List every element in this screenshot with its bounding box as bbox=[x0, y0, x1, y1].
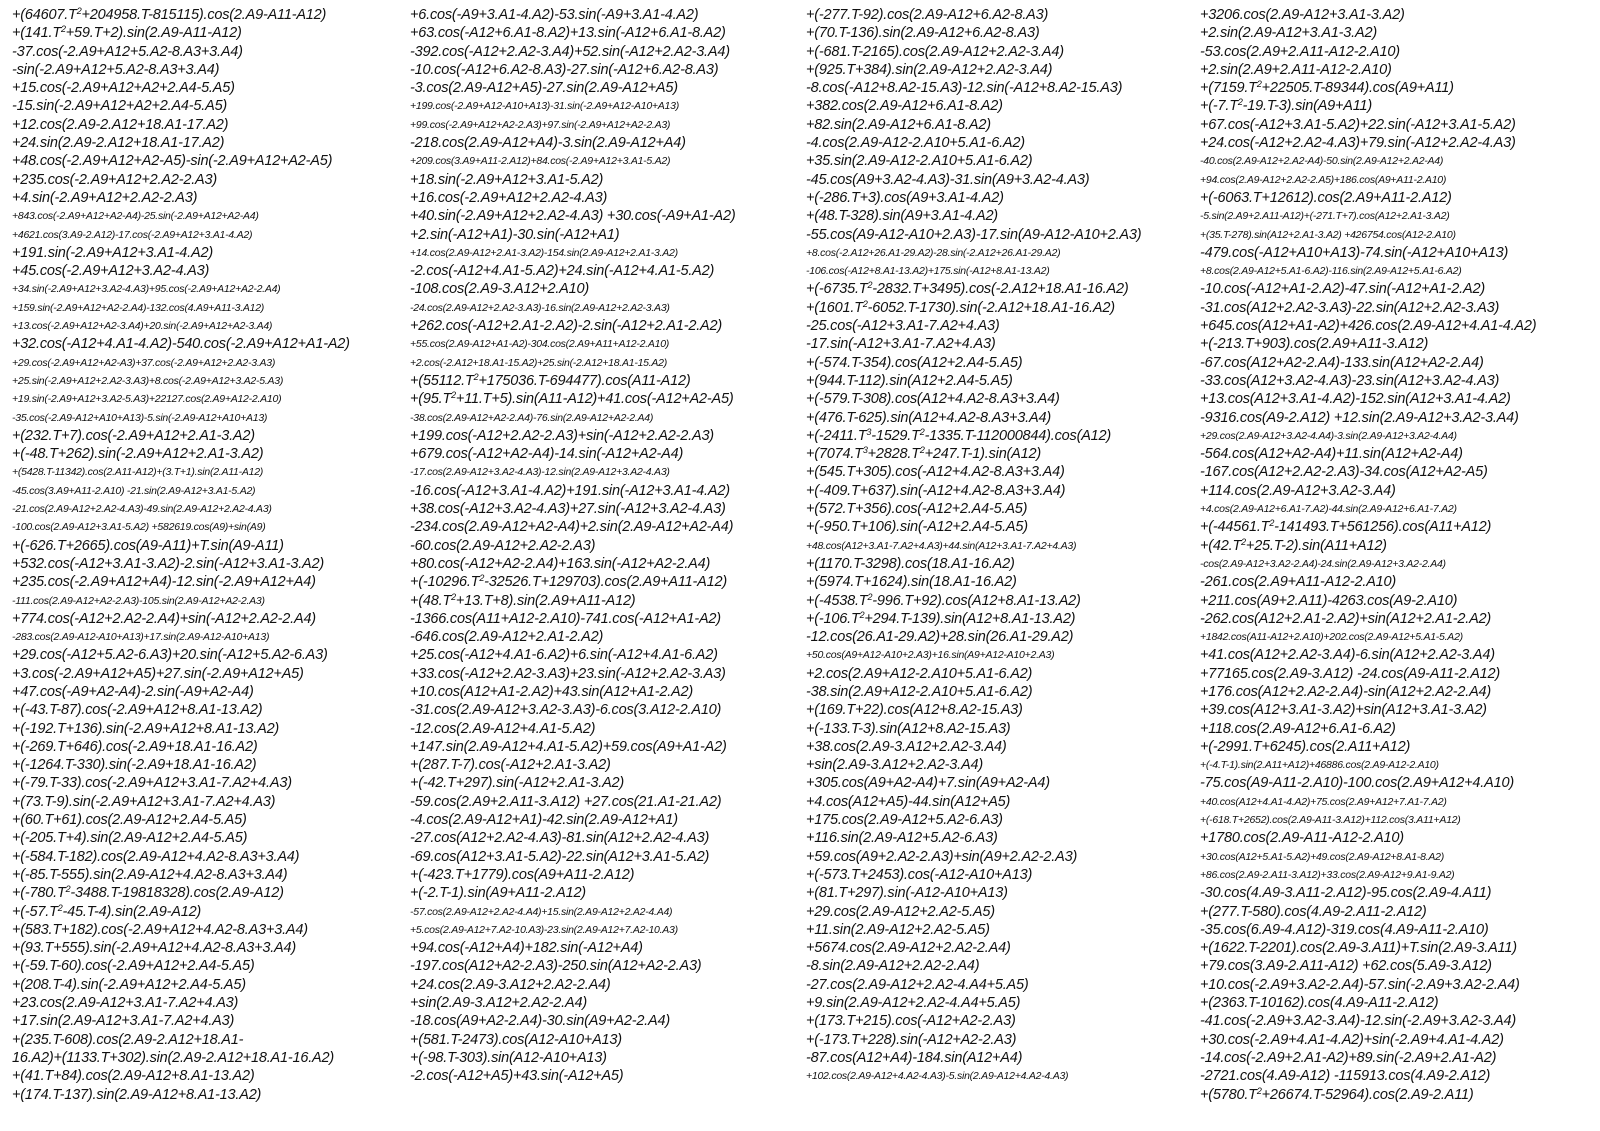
formula-line: +114.cos(2.A9-A12+3.A2-3.A4) bbox=[1200, 482, 1396, 499]
formula-line: +(1170.T-3298).cos(18.A1-16.A2) bbox=[806, 555, 1015, 572]
formula-line: +(-584.T-182).cos(2.A9-A12+4.A2-8.A3+3.A4) bbox=[12, 848, 300, 865]
formula-line: $+(95.T^2+11.T+5).\sin(A11-A12)+41.\cos(-A12+A2-A5)$ bbox=[410, 390, 734, 408]
formula-line: +4621.cos(3.A9-2.A12)-17.cos(-2.A9+A12+3.A1-4.A2) bbox=[12, 228, 253, 241]
formula-line: -167.cos(A12+2.A2-2.A3)-34.cos(A12+A2-A5) bbox=[1200, 464, 1488, 481]
formula-line: +86.cos(2.A9-2.A11-3.A12)+33.cos(2.A9-A12+9.A1-9.A2) bbox=[1200, 868, 1455, 881]
formula-line: +14.cos(2.A9-A12+2.A1-3.A2)-154.sin(2.A9-A12+2.A1-3.A2) bbox=[410, 246, 678, 259]
formula-line: $+(-10296.T^2-32526.T+129703).\cos(2.A9+A11-A12)$ bbox=[410, 573, 727, 591]
formula-line: +(73.T-9).sin(-2.A9+A12+3.A1-7.A2+4.A3) bbox=[12, 793, 276, 810]
formula-line: +sin(2.A9-3.A12+2.A2-2.A4) bbox=[410, 995, 587, 1012]
formula-line: +235.cos(-2.A9+A12+A4)-12.sin(-2.A9+A12+A4) bbox=[12, 574, 316, 591]
formula-line: +38.cos(-A12+3.A2-4.A3)+27.sin(-A12+3.A2-4.A3) bbox=[410, 501, 726, 518]
formula-line: +(93.T+555).sin(-2.A9+A12+4.A2-8.A3+3.A4) bbox=[12, 940, 296, 957]
formula-line: +9.sin(2.A9-A12+2.A2-4.A4+5.A5) bbox=[806, 995, 1021, 1012]
formula-line: +191.sin(-2.A9+A12+3.A1-4.A2) bbox=[12, 244, 213, 261]
formula-line: $+(55112.T^2+175036.T-694477).\cos(A11-A12)$ bbox=[410, 372, 691, 389]
formula-line: +40.sin(-2.A9+A12+2.A2-4.A3) +30.cos(-A9+A1-A2) bbox=[410, 208, 736, 225]
formula-line: +29.cos(-A12+5.A2-6.A3)+20.sin(-A12+5.A2-6.A3) bbox=[12, 647, 328, 664]
formula-line: +24.cos(-A12+2.A2-4.A3)+79.sin(-A12+2.A2-4.A3) bbox=[1200, 135, 1516, 152]
formula-line: $+(48.T^2+13.T+8).\sin(2.A9+A11-A12)$ bbox=[410, 591, 636, 609]
formula-line: +48.cos(A12+3.A1-7.A2+4.A3)+44.sin(A12+3.A1-7.A2+4.A3) bbox=[806, 539, 1077, 552]
formula-line: +16.cos(-2.A9+A12+2.A2-4.A3) bbox=[410, 189, 608, 206]
formula-line: +10.cos(A12+A1-2.A2)+43.sin(A12+A1-2.A2) bbox=[410, 683, 693, 700]
formula-line: -12.cos(2.A9-A12+4.A1-5.A2) bbox=[410, 720, 596, 737]
formula-line: +40.cos(A12+4.A1-4.A2)+75.cos(2.A9+A12+7.A1-7.A2) bbox=[1200, 795, 1447, 808]
formula-line: +(-950.T+106).sin(-A12+2.A4-5.A5) bbox=[806, 519, 1028, 536]
formula-line: +10.cos(-2.A9+3.A2-2.A4)-57.sin(-2.A9+3.A2-2.A4) bbox=[1200, 976, 1520, 993]
formula-line: -108.cos(2.A9-3.A12+2.A10) bbox=[410, 281, 589, 298]
formula-line: +(5974.T+1624).sin(18.A1-16.A2) bbox=[806, 574, 1017, 591]
formula-line: +147.sin(2.A9-A12+4.A1-5.A2)+59.cos(A9+A1-A2) bbox=[410, 738, 727, 755]
formula-line: +(581.T-2473).cos(A12-A10+A13) bbox=[410, 1031, 622, 1048]
formula-line: -479.cos(-A12+A10+A13)-74.sin(-A12+A10+A13) bbox=[1200, 244, 1509, 261]
formula-line: +116.sin(2.A9-A12+5.A2-6.A3) bbox=[806, 830, 998, 847]
formula-line: +29.cos(2.A9-A12+2.A2-5.A5) bbox=[806, 903, 995, 920]
formula-line: -cos(2.A9-A12+3.A2-2.A4)-24.sin(2.A9-A12+3.A2-2.A4) bbox=[1200, 557, 1446, 570]
formula-line: +(-574.T-354).cos(A12+2.A4-5.A5) bbox=[806, 354, 1023, 371]
formula-line: -16.cos(-A12+3.A1-4.A2)+191.sin(-A12+3.A1-4.A2) bbox=[410, 482, 730, 499]
formula-line: +82.sin(2.A9-A12+6.A1-8.A2) bbox=[806, 116, 991, 133]
formula-line: +102.cos(2.A9-A12+4.A2-4.A3)-5.sin(2.A9-A12+4.A2-4.A3) bbox=[806, 1070, 1069, 1083]
formula-line: +(169.T+22).cos(A12+8.A2-15.A3) bbox=[806, 702, 1023, 719]
formula-line: +25.sin(-2.A9+A12+2.A2-3.A3)+8.cos(-2.A9+A12+3.A2-5.A3) bbox=[12, 374, 284, 387]
formula-line: +176.cos(A12+2.A2-2.A4)-sin(A12+2.A2-2.A4) bbox=[1200, 683, 1492, 700]
formula-line: -45.cos(A9+3.A2-4.A3)-31.sin(A9+3.A2-4.A3) bbox=[806, 171, 1090, 188]
formula-line: +77165.cos(2.A9-3.A12) -24.cos(A9-A11-2.A12) bbox=[1200, 665, 1501, 682]
formula-line: +(-4.T-1).sin(2.A11+A12)+46886.cos(2.A9-A12-2.A10) bbox=[1200, 759, 1439, 772]
formula-line: +39.cos(A12+3.A1-3.A2)+sin(A12+3.A1-3.A2) bbox=[1200, 702, 1487, 719]
formula-line: -60.cos(2.A9-A12+2.A2-2.A3) bbox=[410, 537, 596, 554]
formula-line: -55.cos(A9-A12-A10+2.A3)-17.sin(A9-A12-A10+2.A3) bbox=[806, 226, 1142, 243]
formula-line: +(-409.T+637).sin(-A12+4.A2-8.A3+3.A4) bbox=[806, 482, 1066, 499]
formula-line: +(-579.T-308).cos(A12+4.A2-8.A3+3.A4) bbox=[806, 391, 1060, 408]
formula-line: -45.cos(3.A9+A11-2.A10) -21.sin(2.A9-A12+3.A1-5.A2) bbox=[12, 484, 256, 497]
formula-line: +774.cos(-A12+2.A2-2.A4)+sin(-A12+2.A2-2.A4) bbox=[12, 610, 316, 627]
formula-line: +30.cos(-2.A9+4.A1-4.A2)+sin(-2.A9+4.A1-4.A2) bbox=[1200, 1031, 1504, 1048]
formula-line: +33.cos(-A12+2.A2-3.A3)+23.sin(-A12+2.A2-3.A3) bbox=[410, 665, 726, 682]
formula-line: +4.cos(A12+A5)-44.sin(A12+A5) bbox=[806, 793, 1011, 810]
formula-line: +(1622.T-2201).cos(2.A9-3.A11)+T.sin(2.A9-3.A11) bbox=[1200, 940, 1517, 957]
formula-line: +6.cos(-A9+3.A1-4.A2)-53.sin(-A9+3.A1-4.A2) bbox=[410, 7, 699, 23]
formula-line: +(-681.T-2165).cos(2.A9-A12+2.A2-3.A4) bbox=[806, 43, 1064, 60]
formula-line: +35.sin(2.A9-A12-2.A10+5.A1-6.A2) bbox=[806, 153, 1033, 170]
formula-line: -21.cos(2.A9-A12+2.A2-4.A3)-49.sin(2.A9-A12+2.A2-4.A3) bbox=[12, 503, 272, 516]
formula-line: +(-626.T+2665).cos(A9-A11)+T.sin(A9-A11) bbox=[12, 537, 284, 554]
formula-line: $+(-4538.T^2-996.T+92).\cos(A12+8.A1-13.A2)$ bbox=[806, 591, 1081, 609]
formula-line: +8.cos(2.A9-A12+5.A1-6.A2)-116.sin(2.A9-A12+5.A1-6.A2) bbox=[1200, 265, 1462, 278]
formula-line: -261.cos(2.A9+A11-A12-2.A10) bbox=[1200, 574, 1397, 591]
formula-line: +645.cos(A12+A1-A2)+426.cos(2.A9-A12+4.A1-4.A2) bbox=[1200, 318, 1537, 335]
formula-line: -27.cos(2.A9-A12+2.A2-4.A4+5.A5) bbox=[806, 976, 1029, 993]
formula-line: +532.cos(-A12+3.A1-3.A2)-2.sin(-A12+3.A1-3.A2) bbox=[12, 555, 324, 572]
formula-line: -3.cos(2.A9-A12+A5)-27.sin(2.A9-A12+A5) bbox=[410, 80, 678, 97]
formula-line: $+(-2411.T^3-1529.T^2-1335.T-112000844).\cos(A12)$ bbox=[806, 426, 1112, 444]
formula-line: -sin(-2.A9+A12+5.A2-8.A3+3.A4) bbox=[12, 61, 220, 78]
formula-column-4 bbox=[1200, 6, 1592, 1104]
formula-line: +2.sin(-A12+A1)-30.sin(-A12+A1) bbox=[410, 226, 620, 243]
formula-line: -1366.cos(A11+A12-2.A10)-741.cos(-A12+A1-A2) bbox=[410, 610, 721, 627]
formula-line: +(-213.T+903).cos(2.A9+A11-3.A12) bbox=[1200, 336, 1429, 353]
formula-line: +(277.T-580).cos(4.A9-2.A11-2.A12) bbox=[1200, 903, 1427, 920]
formula-line: +(-423.T+1779).cos(A9+A11-2.A12) bbox=[410, 866, 635, 883]
formula-line: +94.cos(2.A9-A12+2.A2-2.A5)+186.cos(A9+A11-2.A10) bbox=[1200, 173, 1447, 186]
formula-line: $+(64607.T^2+204958.T-815115).\cos(2.A9-A11-A12)$ bbox=[12, 6, 327, 23]
formula-line: -41.cos(-2.A9+3.A2-3.A4)-12.sin(-2.A9+3.A2-3.A4) bbox=[1200, 1013, 1517, 1030]
formula-line: -392.cos(-A12+2.A2-3.A4)+52.sin(-A12+2.A2-3.A4) bbox=[410, 43, 730, 60]
formula-line: +17.sin(2.A9-A12+3.A1-7.A2+4.A3) bbox=[12, 1013, 235, 1030]
formula-line: -8.sin(2.A9-A12+2.A2-2.A4) bbox=[806, 958, 980, 975]
formula-line: +(-173.T+228).sin(-A12+A2-2.A3) bbox=[806, 1031, 1017, 1048]
formula-line: -10.cos(-A12+A1-2.A2)-47.sin(-A12+A1-2.A2) bbox=[1200, 281, 1485, 298]
formula-line: +5674.cos(2.A9-A12+2.A2-2.A4) bbox=[806, 940, 1011, 957]
formula-line: -53.cos(2.A9+2.A11-A12-2.A10) bbox=[1200, 43, 1400, 60]
formula-line: -8.cos(-A12+8.A2-15.A3)-12.sin(-A12+8.A2-15.A3) bbox=[806, 80, 1123, 97]
formula-column-1 bbox=[12, 6, 404, 1104]
formula-line: +2.sin(2.A9-A12+3.A1-3.A2) bbox=[1200, 25, 1377, 42]
formula-line: +41.cos(A12+2.A2-3.A4)-6.sin(A12+2.A2-3.A4) bbox=[1200, 647, 1495, 664]
formula-line: +47.cos(-A9+A2-A4)-2.sin(-A9+A2-A4) bbox=[12, 683, 254, 700]
formula-line: +(235.T-608).cos(2.A9-2.A12+18.A1- bbox=[12, 1031, 244, 1048]
formula-line: +(-192.T+136).sin(-2.A9+A12+8.A1-13.A2) bbox=[12, 720, 280, 737]
formula-line: +(81.T+297).sin(-A12-A10+A13) bbox=[806, 885, 1008, 902]
formula-line: +(-42.T+297).sin(-A12+2.A1-3.A2) bbox=[410, 775, 625, 792]
formula-line: +11.sin(2.A9-A12+2.A2-5.A5) bbox=[806, 921, 990, 938]
formula-line: +(-277.T-92).cos(2.A9-A12+6.A2-8.A3) bbox=[806, 7, 1049, 23]
formula-line: +159.sin(-2.A9+A12+A2-2.A4)-132.cos(4.A9+A11-3.A12) bbox=[12, 301, 265, 314]
formula-line: $+(5780.T^2+26674.T-52964).\cos(2.A9-2.A11)$ bbox=[1200, 1085, 1474, 1103]
formula-line: +4.cos(2.A9-A12+6.A1-7.A2)-44.sin(2.A9-A12+6.A1-7.A2) bbox=[1200, 503, 1457, 516]
formula-line: -9316.cos(A9-2.A12) +12.sin(2.A9-A12+3.A2-3.A4) bbox=[1200, 409, 1519, 426]
formula-line: +(-85.T-555).sin(2.A9-A12+4.A2-8.A3+3.A4) bbox=[12, 866, 288, 883]
formula-line: +(545.T+305).cos(-A12+4.A2-8.A3+3.A4) bbox=[806, 464, 1065, 481]
formula-line: +(-133.T-3).sin(A12+8.A2-15.A3) bbox=[806, 720, 1011, 737]
formula-line: +18.sin(-2.A9+A12+3.A1-5.A2) bbox=[410, 171, 604, 188]
formula-line: 16.A2)+(1133.T+302).sin(2.A9-2.A12+18.A1-16.A2) bbox=[12, 1049, 335, 1066]
formula-line: +3.cos(-2.A9+A12+A5)+27.sin(-2.A9+A12+A5) bbox=[12, 665, 304, 682]
formula-line: +(476.T-625).sin(A12+4.A2-8.A3+3.A4) bbox=[806, 409, 1051, 426]
formula-line: $+(-6735.T^2-2832.T+3495).\cos(-2.A12+18.A1-16.A2)$ bbox=[806, 280, 1129, 298]
formula-line: +29.cos(2.A9-A12+3.A2-4.A4)-3.sin(2.A9-A12+3.A2-4.A4) bbox=[1200, 429, 1457, 442]
formula-line: +118.cos(2.A9-A12+6.A1-6.A2) bbox=[1200, 720, 1396, 737]
formula-line: -18.cos(A9+A2-2.A4)-30.sin(A9+A2-2.A4) bbox=[410, 1013, 670, 1030]
formula-line: -2721.cos(4.A9-A12) -115913.cos(4.A9-2.A12) bbox=[1200, 1068, 1491, 1085]
formula-line: +8.cos(-2.A12+26.A1-29.A2)-28.sin(-2.A12+26.A1-29.A2) bbox=[806, 246, 1061, 259]
formula-line: -37.cos(-2.A9+A12+5.A2-8.A3+3.A4) bbox=[12, 43, 243, 60]
formula-line: +(-286.T+3).cos(A9+3.A1-4.A2) bbox=[806, 189, 1004, 206]
formula-line: -17.cos(2.A9-A12+3.A2-4.A3)-12.sin(2.A9-A12+3.A2-4.A3) bbox=[410, 466, 670, 479]
formula-line: +262.cos(-A12+2.A1-2.A2)-2.sin(-A12+2.A1-2.A2) bbox=[410, 318, 722, 335]
formula-line: -57.cos(2.A9-A12+2.A2-4.A4)+15.sin(2.A9-A12+2.A2-4.A4) bbox=[410, 905, 673, 918]
formula-line: +(-98.T-303).sin(A12-A10+A13) bbox=[410, 1049, 607, 1066]
formula-line: -40.cos(2.A9-A12+2.A2-A4)-50.sin(2.A9-A12+2.A2-A4) bbox=[1200, 155, 1444, 168]
formula-line: +(208.T-4).sin(-2.A9+A12+2.A4-5.A5) bbox=[12, 976, 246, 993]
formula-line: +2.sin(2.A9+2.A11-A12-2.A10) bbox=[1200, 61, 1392, 78]
formula-line: -12.cos(26.A1-29.A2)+28.sin(26.A1-29.A2) bbox=[806, 629, 1074, 646]
formula-line: +48.cos(-2.A9+A12+A2-A5)-sin(-2.A9+A12+A2-A5) bbox=[12, 153, 333, 170]
formula-line: +(41.T+84).cos(2.A9-A12+8.A1-13.A2) bbox=[12, 1068, 255, 1085]
formula-line: -5.sin(2.A9+2.A11-A12)+(-271.T+7).cos(A12+2.A1-3.A2) bbox=[1200, 210, 1450, 223]
formula-line: +32.cos(-A12+4.A1-4.A2)-540.cos(-2.A9+A12+A1-A2) bbox=[12, 336, 350, 353]
formula-line: -59.cos(2.A9+2.A11-3.A12) +27.cos(21.A1-21.A2) bbox=[410, 793, 722, 810]
formula-line: -197.cos(A12+A2-2.A3)-250.sin(A12+A2-2.A3) bbox=[410, 958, 702, 975]
formula-line: +50.cos(A9+A12-A10+2.A3)+16.sin(A9+A12-A10+2.A3) bbox=[806, 649, 1055, 662]
formula-line: +199.cos(-2.A9+A12-A10+A13)-31.sin(-2.A9+A12-A10+A13) bbox=[410, 100, 679, 113]
formula-line: -75.cos(A9-A11-2.A10)-100.cos(2.A9+A12+4.A10) bbox=[1200, 775, 1514, 792]
formula-column-3 bbox=[806, 6, 1198, 1086]
formula-line: +(174.T-137).sin(2.A9-A12+8.A1-13.A2) bbox=[12, 1086, 262, 1103]
formula-line: $+(42.T^2+25.T-2).\sin(A11+A12)$ bbox=[1200, 536, 1387, 554]
formula-line: +(-573.T+2453).cos(-A12-A10+A13) bbox=[806, 866, 1033, 883]
formula-line: +67.cos(-A12+3.A1-5.A2)+22.sin(-A12+3.A1-5.A2) bbox=[1200, 116, 1516, 133]
formula-line: +38.cos(2.A9-3.A12+2.A2-3.A4) bbox=[806, 738, 1007, 755]
formula-line: +209.cos(3.A9+A11-2.A12)+84.cos(-2.A9+A12+3.A1-5.A2) bbox=[410, 155, 671, 168]
formula-line: +12.cos(2.A9-2.A12+18.A1-17.A2) bbox=[12, 116, 229, 133]
formula-line: -17.sin(-A12+3.A1-7.A2+4.A3) bbox=[806, 336, 996, 353]
formula-line: +63.cos(-A12+6.A1-8.A2)+13.sin(-A12+6.A1-8.A2) bbox=[410, 25, 726, 42]
formula-line: -35.cos(6.A9-4.A12)-319.cos(4.A9-A11-2.A10) bbox=[1200, 921, 1489, 938]
formula-line: +24.cos(2.A9-3.A12+2.A2-2.A4) bbox=[410, 976, 611, 993]
formula-line: -2.cos(-A12+A5)+43.sin(-A12+A5) bbox=[410, 1068, 624, 1085]
formula-line: +5.cos(2.A9-A12+7.A2-10.A3)-23.sin(2.A9-A12+7.A2-10.A3) bbox=[410, 923, 678, 936]
formula-line: +25.cos(-A12+4.A1-6.A2)+6.sin(-A12+4.A1-6.A2) bbox=[410, 647, 718, 664]
formula-line: +1842.cos(A11-A12+2.A10)+202.cos(2.A9-A12+5.A1-5.A2) bbox=[1200, 631, 1463, 644]
formula-line: -31.cos(2.A9-A12+3.A2-3.A3)-6.cos(3.A12-2.A10) bbox=[410, 702, 722, 719]
formula-line: +13.cos(A12+3.A1-4.A2)-152.sin(A12+3.A1-4.A2) bbox=[1200, 391, 1511, 408]
formula-line: +(287.T-7).cos(-A12+2.A1-3.A2) bbox=[410, 757, 611, 774]
formula-line: +(-6063.T+12612).cos(2.A9+A11-2.A12) bbox=[1200, 189, 1452, 206]
formula-line: +(944.T-112).sin(A12+2.A4-5.A5) bbox=[806, 372, 1013, 389]
formula-line: -38.cos(2.A9-A12+A2-2.A4)-76.sin(2.A9-A12+A2-2.A4) bbox=[410, 411, 654, 424]
formula-line: -25.cos(-A12+3.A1-7.A2+4.A3) bbox=[806, 318, 1000, 335]
formula-line: -31.cos(A12+2.A2-3.A3)-22.sin(A12+2.A2-3.A3) bbox=[1200, 299, 1500, 316]
formula-line: +211.cos(A9+2.A11)-4263.cos(A9-2.A10) bbox=[1200, 592, 1458, 609]
formula-line: +23.cos(2.A9-A12+3.A1-7.A2+4.A3) bbox=[12, 995, 239, 1012]
formula-line: -4.cos(2.A9-A12-2.A10+5.A1-6.A2) bbox=[806, 135, 1025, 152]
formula-line: +(5428.T-11342).cos(2.A11-A12)+(3.T+1).sin(2.A11-A12) bbox=[12, 466, 264, 479]
formula-line: $+(-7.T^2-19.T-3).\sin(A9+A11)$ bbox=[1200, 97, 1373, 115]
formula-line: -69.cos(A12+3.A1-5.A2)-22.sin(A12+3.A1-5.A2) bbox=[410, 848, 710, 865]
formula-line: -38.sin(2.A9+A12-2.A10+5.A1-6.A2) bbox=[806, 683, 1033, 700]
formula-line: +199.cos(-A12+2.A2-2.A3)+sin(-A12+2.A2-2.A3) bbox=[410, 427, 714, 444]
formula-line: +80.cos(-A12+A2-2.A4)+163.sin(-A12+A2-2.A4) bbox=[410, 555, 711, 572]
formula-line: -10.cos(-A12+6.A2-8.A3)-27.sin(-A12+6.A2-8.A3) bbox=[410, 61, 719, 78]
formula-line: -67.cos(A12+A2-2.A4)-133.sin(A12+A2-2.A4) bbox=[1200, 354, 1484, 371]
formula-line: +94.cos(-A12+A4)+182.sin(-A12+A4) bbox=[410, 940, 643, 957]
formula-line: +679.cos(-A12+A2-A4)-14.sin(-A12+A2-A4) bbox=[410, 446, 684, 463]
formula-line: +79.cos(3.A9-2.A11-A12) +62.cos(5.A9-3.A12) bbox=[1200, 958, 1492, 975]
formula-line: +4.sin(-2.A9+A12+2.A2-2.A3) bbox=[12, 189, 198, 206]
formula-line: +(583.T+182).cos(-2.A9+A12+4.A2-8.A3+3.A4) bbox=[12, 921, 308, 938]
formula-line: -646.cos(2.A9-A12+2.A1-2.A2) bbox=[410, 629, 604, 646]
formula-line: +(-618.T+2652).cos(2.A9-A11-3.A12)+112.cos(3.A11+A12) bbox=[1200, 814, 1461, 827]
formula-line: -30.cos(4.A9-3.A11-2.A12)-95.cos(2.A9-4.A11) bbox=[1200, 885, 1492, 902]
formula-line: -234.cos(2.A9-A12+A2-A4)+2.sin(2.A9-A12+A2-A4) bbox=[410, 519, 734, 536]
formula-line: +(173.T+215).cos(-A12+A2-2.A3) bbox=[806, 1013, 1016, 1030]
formula-line: +(-43.T-87).cos(-2.A9+A12+8.A1-13.A2) bbox=[12, 702, 263, 719]
formula-line: +(-79.T-33).cos(-2.A9+A12+3.A1-7.A2+4.A3) bbox=[12, 775, 292, 792]
formula-line: -24.cos(2.A9-A12+2.A2-3.A3)-16.sin(2.A9-A12+2.A2-3.A3) bbox=[410, 301, 670, 314]
formula-line: $+(141.T^2+59.T+2).\sin(2.A9-A11-A12)$ bbox=[12, 24, 242, 42]
formula-line: -33.cos(A12+3.A2-4.A3)-23.sin(A12+3.A2-4.A3) bbox=[1200, 372, 1500, 389]
formula-line: +(-205.T+4).sin(2.A9-A12+2.A4-5.A5) bbox=[12, 830, 248, 847]
formula-line: -283.cos(2.A9-A12-A10+A13)+17.sin(2.A9-A12-A10+A13) bbox=[12, 631, 270, 644]
formula-line: +3206.cos(2.A9-A12+3.A1-3.A2) bbox=[1200, 7, 1405, 23]
formula-line: +sin(2.A9-3.A12+2.A2-3.A4) bbox=[806, 757, 983, 774]
formula-line: -15.sin(-2.A9+A12+A2+2.A4-5.A5) bbox=[12, 98, 228, 115]
formula-line: +15.cos(-2.A9+A12+A2+2.A4-5.A5) bbox=[12, 80, 235, 97]
formula-line: +(572.T+356).cos(-A12+2.A4-5.A5) bbox=[806, 501, 1028, 518]
formula-line: -111.cos(2.A9-A12+A2-2.A3)-105.sin(2.A9-A12+A2-2.A3) bbox=[12, 594, 265, 607]
formula-line: -14.cos(-2.A9+2.A1-A2)+89.sin(-2.A9+2.A1-A2) bbox=[1200, 1049, 1497, 1066]
formula-line: +24.sin(2.A9-2.A12+18.A1-17.A2) bbox=[12, 135, 225, 152]
formula-line: +175.cos(2.A9-A12+5.A2-6.A3) bbox=[806, 812, 1003, 829]
formula-line: +(925.T+384).sin(2.A9-A12+2.A2-3.A4) bbox=[806, 61, 1053, 78]
formula-line: +55.cos(2.A9-A12+A1-A2)-304.cos(2.A9+A11+A12-2.A10) bbox=[410, 338, 670, 351]
formula-line: +19.sin(-2.A9+A12+3.A2-5.A3)+22127.cos(2.A9+A12-2.A10) bbox=[12, 393, 282, 406]
formula-line: -4.cos(2.A9-A12+A1)-42.sin(2.A9-A12+A1) bbox=[410, 812, 678, 829]
formula-line: +2.cos(2.A9+A12-2.A10+5.A1-6.A2) bbox=[806, 665, 1033, 682]
formula-line: +(-2991.T+6245).cos(2.A11+A12) bbox=[1200, 738, 1411, 755]
formula-line: $+(-57.T^2-45.T-4).\sin(2.A9-A12)$ bbox=[12, 902, 202, 920]
formula-line: +305.cos(A9+A2-A4)+7.sin(A9+A2-A4) bbox=[806, 775, 1050, 792]
formula-line: +(232.T+7).cos(-2.A9+A12+2.A1-3.A2) bbox=[12, 427, 255, 444]
formula-line: -564.cos(A12+A2-A4)+11.sin(A12+A2-A4) bbox=[1200, 446, 1463, 463]
formula-line: +(-269.T+646).cos(-2.A9+18.A1-16.A2) bbox=[12, 738, 258, 755]
formula-line: -2.cos(-A12+4.A1-5.A2)+24.sin(-A12+4.A1-5.A2) bbox=[410, 263, 715, 280]
formula-line: +13.cos(-2.A9+A12+A2-3.A4)+20.sin(-2.A9+A12+A2-3.A4) bbox=[12, 320, 273, 333]
formula-line: +59.cos(A9+2.A2-2.A3)+sin(A9+2.A2-2.A3) bbox=[806, 848, 1078, 865]
formula-line: -27.cos(A12+2.A2-4.A3)-81.sin(A12+2.A2-4.A3) bbox=[410, 830, 710, 847]
formula-line: +29.cos(-2.A9+A12+A2-A3)+37.cos(-2.A9+A12+2.A2-3.A3) bbox=[12, 356, 276, 369]
formula-line: +(-2.T-1).sin(A9+A11-2.A12) bbox=[410, 885, 586, 902]
formula-line: -100.cos(2.A9-A12+3.A1-5.A2) +582619.cos(A9)+sin(A9) bbox=[12, 521, 266, 534]
formula-line: +(2363.T-10162).cos(4.A9-A11-2.A12) bbox=[1200, 995, 1439, 1012]
formula-line: +382.cos(2.A9-A12+6.A1-8.A2) bbox=[806, 98, 1003, 115]
formula-line: +(35.T-278).sin(A12+2.A1-3.A2) +426754.cos(A12-2.A10) bbox=[1200, 228, 1456, 241]
formula-line: +2.cos(-2.A12+18.A1-15.A2)+25.sin(-2.A12+18.A1-15.A2) bbox=[410, 356, 668, 369]
formula-line: -35.cos(-2.A9-A12+A10+A13)-5.sin(-2.A9-A12+A10+A13) bbox=[12, 411, 268, 424]
formula-line: -87.cos(A12+A4)-184.sin(A12+A4) bbox=[806, 1049, 1023, 1066]
formula-line: $+(-780.T^2-3488.T-19818328).\cos(2.A9-A12)$ bbox=[12, 884, 284, 902]
formula-line: +(-48.T+262).sin(-2.A9+A12+2.A1-3.A2) bbox=[12, 446, 264, 463]
formula-line: $+(7074.T^3+2828.T^2+247.T-1).\sin(A12)$ bbox=[806, 445, 1042, 463]
formula-line: +(70.T-136).sin(2.A9-A12+6.A2-8.A3) bbox=[806, 25, 1040, 42]
formula-line: +(-1264.T-330).sin(-2.A9+18.A1-16.A2) bbox=[12, 757, 257, 774]
formula-line: $+(-106.T^2+294.T-139).\sin(A12+8.A1-13.A2)$ bbox=[806, 609, 1076, 627]
formula-line: $+(-44561.T^2-141493.T+561256).\cos(A11+A12)$ bbox=[1200, 518, 1492, 536]
formula-line: +235.cos(-2.A9+A12+2.A2-2.A3) bbox=[12, 171, 217, 188]
formula-column-2 bbox=[410, 6, 802, 1086]
formula-line: +(48.T-328).sin(A9+3.A1-4.A2) bbox=[806, 208, 998, 225]
formula-line: -262.cos(A12+2.A1-2.A2)+sin(A12+2.A1-2.A2) bbox=[1200, 610, 1492, 627]
formula-line: +843.cos(-2.A9+A12+A2-A4)-25.sin(-2.A9+A12+A2-A4) bbox=[12, 210, 259, 223]
formula-line: -218.cos(2.A9-A12+A4)-3.sin(2.A9-A12+A4) bbox=[410, 135, 686, 152]
formula-line: +(60.T+61).cos(2.A9-A12+2.A4-5.A5) bbox=[12, 812, 247, 829]
formula-line: +30.cos(A12+5.A1-5.A2)+49.cos(2.A9-A12+8.A1-8.A2) bbox=[1200, 850, 1444, 863]
formula-line: -106.cos(-A12+8.A1-13.A2)+175.sin(-A12+8.A1-13.A2) bbox=[806, 265, 1050, 278]
formula-line: +99.cos(-2.A9+A12+A2-2.A3)+97.sin(-2.A9+A12+A2-2.A3) bbox=[410, 118, 671, 131]
formula-line: +45.cos(-2.A9+A12+3.A2-4.A3) bbox=[12, 263, 210, 280]
formula-line: +34.sin(-2.A9+A12+3.A2-4.A3)+95.cos(-2.A9+A12+A2-2.A4) bbox=[12, 283, 281, 296]
formula-line: +(-59.T-60).cos(-2.A9+A12+2.A4-5.A5) bbox=[12, 958, 255, 975]
formula-line: +1780.cos(2.A9-A11-A12-2.A10) bbox=[1200, 830, 1404, 847]
formula-line: $+(1601.T^2-6052.T-1730).\sin(-2.A12+18.A1-16.A2)$ bbox=[806, 298, 1115, 316]
formula-line: $+(7159.T^2+22505.T-89344).\cos(A9+A11)$ bbox=[1200, 79, 1454, 97]
